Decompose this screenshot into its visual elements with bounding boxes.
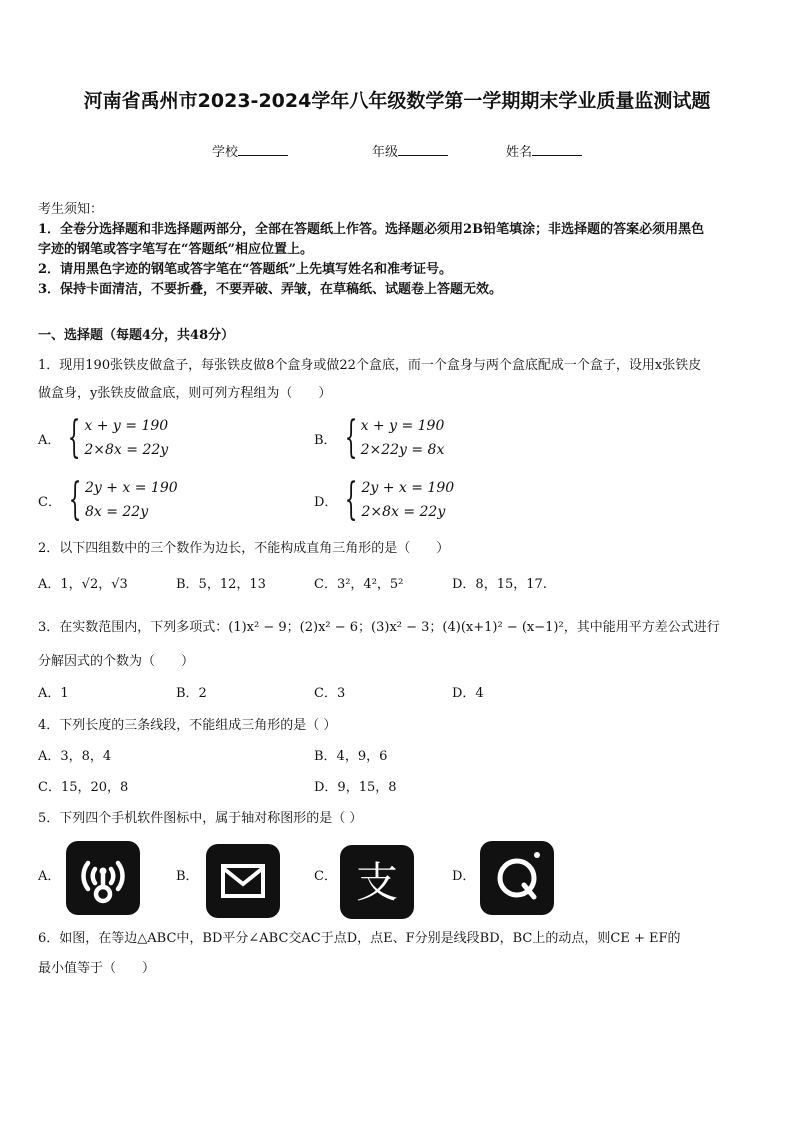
equation: 2×22y = 8x [360, 442, 445, 458]
brace: { [345, 474, 358, 525]
q4-option-c: C．15，20，8 [38, 780, 129, 795]
notice-item: 2．请用黑色字迹的钢笔或答字笔在“答题纸”上先填写姓名和准考证号。 [38, 262, 453, 277]
page-title: 河南省禹州市2023-2024学年八年级数学第一学期期末学业质量监测试题 [83, 90, 711, 112]
question-5-stem: 5．下列四个手机软件图标中，属于轴对称图形的是（ ） [38, 811, 363, 826]
equation: x + y = 190 [84, 418, 169, 434]
q4-option-d: D．9，15，8 [314, 780, 397, 795]
name-blank [532, 143, 582, 156]
school-field [212, 141, 288, 160]
q4-option-b: B．4，9，6 [314, 749, 388, 764]
notice-block [38, 200, 758, 300]
q1-option-a [38, 414, 168, 462]
option-label: C． [38, 494, 61, 510]
question-6-stem [38, 924, 763, 984]
q1-line2: 做盒身，y张铁皮做盒底，则可列方程组为（ ） [38, 386, 332, 401]
q3-option-b: B．2 [176, 686, 207, 701]
notice-heading: 考生须知： [38, 202, 104, 217]
svg-text:支: 支 [355, 858, 399, 907]
q2-option-a: A．1，√2，√3 [38, 577, 128, 592]
brace: { [344, 412, 357, 463]
mail-envelope-icon [206, 844, 280, 918]
brace: { [68, 412, 81, 463]
option-label: D． [314, 494, 338, 510]
grade-label: 年级 [372, 145, 399, 160]
q2-option-b: B．5，12，13 [176, 577, 266, 592]
notice-item: 字迹的钢笔或答字笔写在“答题纸”相应位置上。 [38, 242, 313, 257]
notice-item: 1．全卷分选择题和非选择题两部分，全部在答题纸上作答。选择题必须用2B铅笔填涂；非选择题的答案必须用黑色 [38, 222, 705, 237]
brace: { [68, 474, 82, 525]
q2-option-c: C．3²，4²，5² [314, 577, 404, 592]
q4-option-a: A．3，8，4 [38, 749, 112, 764]
q1-option-d [314, 476, 454, 524]
question-1-stem [38, 352, 763, 408]
q3-line1: 3．在实数范围内，下列多项式：(1)x² − 9；(2)x² − 6；(3)x² − 3；(4)(x+1)² − (x−1)²，其中能用平方差公式进行 [38, 620, 720, 635]
q5-option-d-label: D． [452, 869, 476, 884]
equation: x + y = 190 [360, 418, 445, 434]
wifi-key-icon [66, 841, 140, 915]
notice-item: 3．保持卡面清洁，不要折叠，不要弄破、弄皱，在草稿纸、试题卷上答题无效。 [38, 282, 503, 297]
q6-line2: 最小值等于（ ） [38, 961, 156, 976]
equation: 8x = 22y [84, 504, 149, 520]
q1-option-b [314, 414, 444, 462]
name-label: 姓名 [506, 145, 533, 160]
school-blank [238, 143, 288, 156]
q5-option-b-label: B． [176, 869, 199, 884]
q3-option-d: D．4 [452, 686, 484, 701]
name-field [506, 141, 582, 160]
equation: 2y + x = 190 [361, 480, 455, 496]
alipay-icon [340, 845, 414, 919]
grade-field [372, 141, 448, 160]
question-2-stem: 2．以下四组数中的三个数作为边长，不能构成直角三角形的是（ ） [38, 541, 450, 556]
q2-option-d: D．8，15，17. [452, 577, 547, 592]
equation: 2y + x = 190 [84, 480, 178, 496]
equation: 2×8x = 22y [84, 442, 169, 458]
q6-line1: 6．如图，在等边△ABC中，BD平分∠ABC交AC于点D，点E、F分别是线段BD，BC上的动点，则CE + EF的 [38, 931, 681, 946]
q5-option-c-label: C． [314, 869, 337, 884]
q1-line1: 1．现用190张铁皮做盒子，每张铁皮做8个盒身或做22个盒底，而一个盒身与两个盒底配成一个盒子，设用x张铁皮 [38, 358, 702, 373]
q5-option-a-label: A． [38, 869, 61, 884]
question-4-stem: 4．下列长度的三条线段，不能组成三角形的是（ ） [38, 718, 337, 733]
q3-line2: 分解因式的个数为（ ） [38, 654, 195, 669]
section-heading: 一、选择题（每题4分，共48分） [38, 328, 235, 343]
option-label: B． [314, 432, 337, 448]
question-3-stem [38, 616, 763, 674]
q1-option-c [38, 476, 178, 524]
q3-option-c: C．3 [314, 686, 346, 701]
option-label: A． [38, 432, 61, 448]
grade-blank [398, 143, 448, 156]
search-q-icon [480, 841, 554, 915]
q3-option-a: A．1 [38, 686, 69, 701]
equation: 2×8x = 22y [361, 504, 446, 520]
school-label: 学校 [212, 145, 239, 160]
